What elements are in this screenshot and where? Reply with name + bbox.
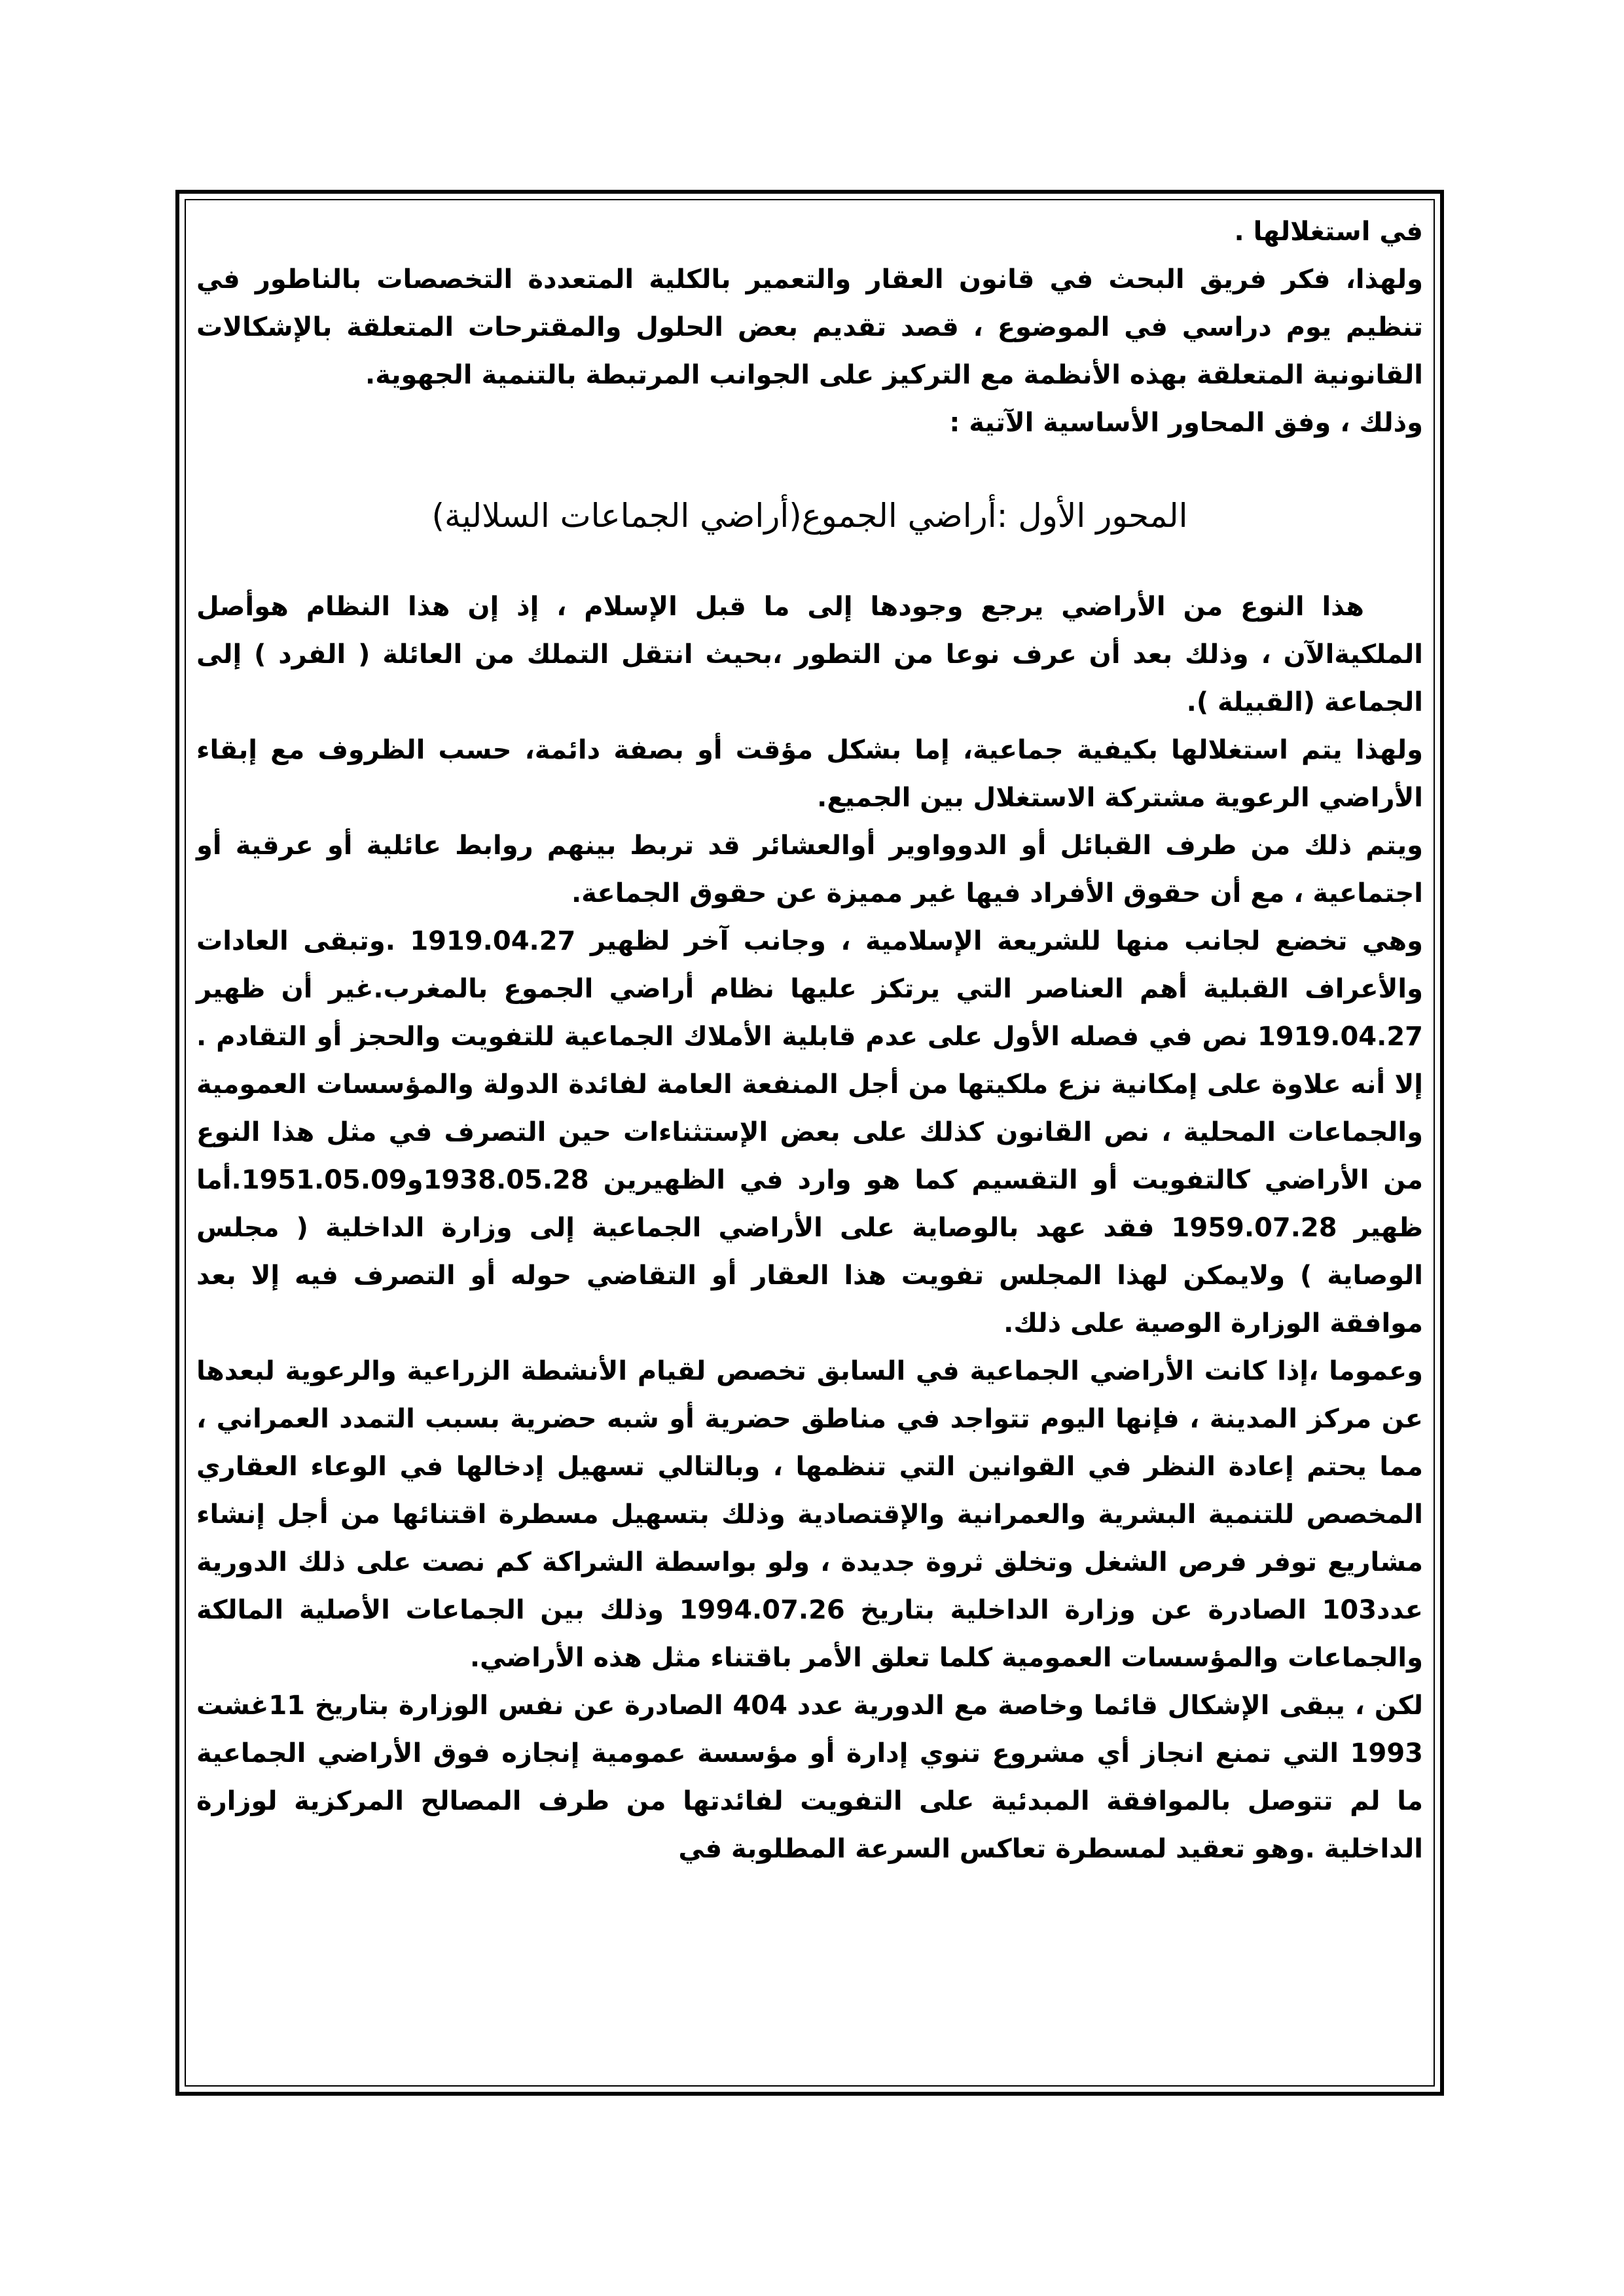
paragraph-research-team: ولهذا، فكر فريق البحث في قانون العقار والتعمير بالكلية المتعددة التخصصات بالناطور في تنظيم يوم دراسي في الموضوع ، قصد تقديم بعض الحلول والمقترحات المتعلقة بالإشكالات القانونية المتعلقة بهذه الأنظمة مع التركيز على الجوانب المرتبطة بالتنمية الجهوية.	[196, 264, 1423, 390]
paragraph-circular-404: لكن ، يبقى الإشكال قائما وخاصة مع الدورية عدد 404 الصادرة عن نفس الوزارة بتاريخ 11غشت 1993 التي تمنع انجاز أي مشروع تنوي إدارة أو مؤسسة عمومية إنجازه فوق الأراضي الجماعية ما لم تتوصل بالموافقة المبدئية على التفويت لفائدتها من طرف المصالح المركزية لوزارة الداخلية .وهو تعقيد لمسطرة تعاكس السرعة المطلوبة في	[196, 1691, 1423, 1864]
page-border	[175, 190, 1444, 2096]
paragraph-axes-intro: وذلك ، وفق المحاور الأساسية الآتية :	[949, 408, 1423, 438]
paragraph-urban-growth: وعموما ،إذا كانت الأراضي الجماعية في السابق تخصص لقيام الأنشطة الزراعية والرعوية لبعدها عن مركز المدينة ، فإنها اليوم تتواجد في مناطق حضرية أو شبه حضرية بسبب التمدد العمراني ، مما يحتم إعادة النظر في القوانين التي تنظمها ، وبالتالي تسهيل إدخالها في الوعاء العقاري المخصص للتنمية البشرية والعمرانية والإقتصادية وذلك بتسهيل مسطرة اقتنائها من أجل إنشاء مشاريع توفر فرص الشغل وتخلق ثروة جديدة ، ولو بواسطة الشراكة كم نصت على ذلك الدورية عدد103 الصادرة عن وزارة الداخلية بتاريخ 1994.07.26 وذلك بين الجماعات الأصلية المالكة والجماعات والمؤسسات العمومية كلما تعلق الأمر باقتناء مثل هذه الأراضي.	[196, 1356, 1423, 1673]
section-heading: المحور الأول :أراضي الجموع(أراضي الجماعات السلالية)	[431, 497, 1188, 535]
paragraph-legal-framework: وهي تخضع لجانب منها للشريعة الإسلامية ، وجانب آخر لظهير 1919.04.27 .وتبقى العادات والأعراف القبلية أهم العناصر التي يرتكز عليها نظام أراضي الجموع بالمغرب.غير أن ظهير 1919.04.27 نص في فصله الأول على عدم قابلية الأملاك الجماعية للتفويت والحجز أو التقادم . إلا أنه علاوة على إمكانية نزع ملكيتها من أجل المنفعة العامة لفائدة الدولة والمؤسسات العمومية والجماعات المحلية ، نص القانون كذلك على بعض الإستثناءات حين التصرف في مثل هذا النوع من الأراضي كالتفويت أو التقسيم كما هو وارد في الظهيرين 1938.05.28و1951.05.09.أما ظهير 1959.07.28 فقد عهد بالوصاية على الأراضي الجماعية إلى وزارة الداخلية ( مجلس الوصاية ) ولايمكن لهذا المجلس تفويت هذا العقار أو التقاضي حوله أو التصرف فيه إلا بعد موافقة الوزارة الوصية على ذلك.	[196, 926, 1424, 1338]
paragraph-intro-end: في استغلالها .	[1234, 217, 1423, 247]
paragraph-collective-use: ولهذا يتم استغلالها بكيفية جماعية، إما بشكل مؤقت أو بصفة دائمة، حسب الظروف مع إبقاء الأراضي الرعوية مشتركة الاستغلال بين الجميع.	[196, 735, 1423, 813]
paragraph-land-origin: هذا النوع من الأراضي يرجع وجودها إلى ما قبل الإسلام ، إذ إن هذا النظام هوأصل الملكيةالآن ، وذلك بعد أن عرف نوعا من التطور ،بحيث انتقل التملك من العائلة ( الفرد ) إلى الجماعة (القبيلة ).	[196, 592, 1423, 717]
document-body	[196, 208, 1423, 2079]
paragraph-tribes: ويتم ذلك من طرف القبائل أو الدوواوير أوالعشائر قد تربط بينهم روابط عائلية أو عرقية أو اجتماعية ، مع أن حقوق الأفراد فيها غير مميزة عن حقوق الجماعة.	[196, 831, 1423, 908]
